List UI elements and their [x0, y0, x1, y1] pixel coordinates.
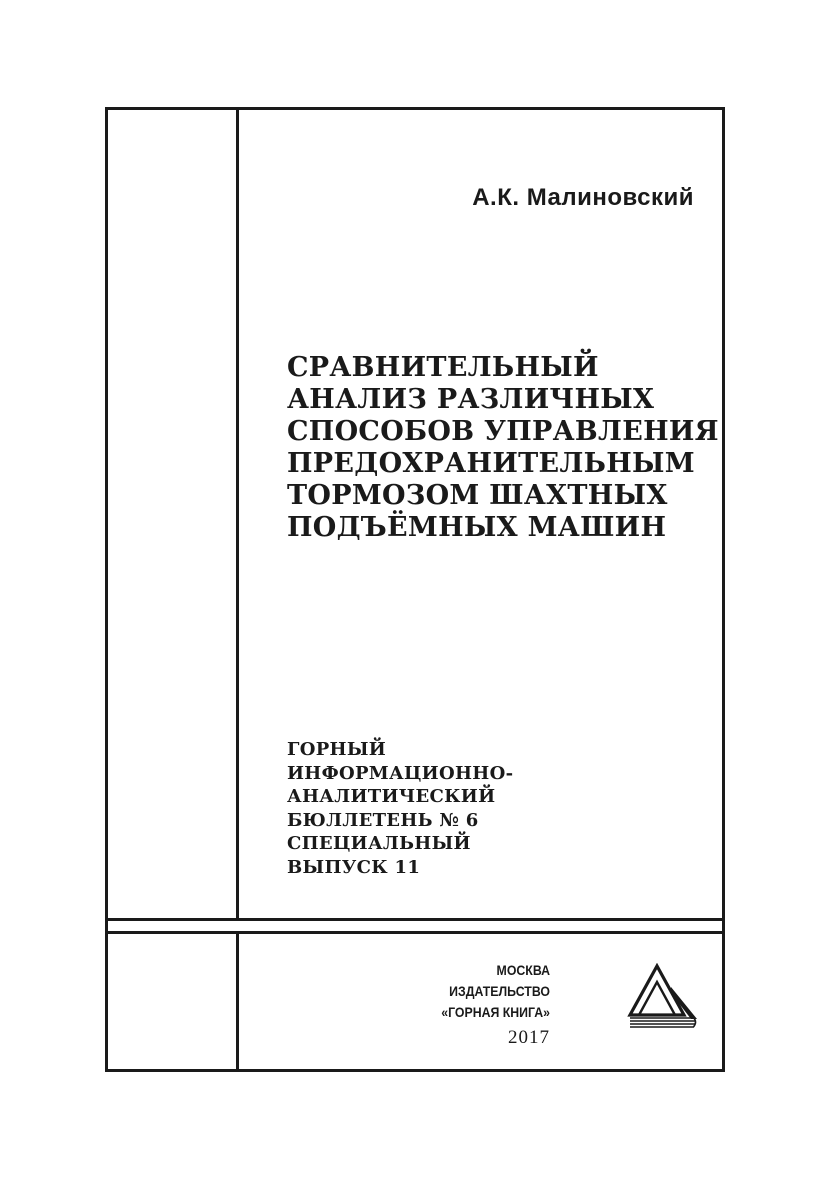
- series-line: СПЕЦИАЛЬНЫЙ: [287, 833, 471, 854]
- cover-frame: [105, 107, 725, 1072]
- publisher-city: МОСКВА: [496, 962, 550, 978]
- publication-year: 2017: [508, 1027, 550, 1048]
- publisher-block: [400, 960, 550, 1051]
- vertical-rule-top: [236, 108, 239, 921]
- author-name: А.К. Малиновский: [472, 184, 694, 211]
- vertical-rule-bottom: [236, 934, 239, 1071]
- horizontal-rule-lower: [106, 931, 724, 934]
- title-line: ТОРМОЗОМ ШАХТНЫХ: [287, 480, 668, 511]
- series-info: [287, 738, 587, 879]
- title-line: ПРЕДОХРАНИТЕЛЬНЫМ: [287, 448, 695, 479]
- mountain-book-logo-icon: [627, 963, 699, 1029]
- series-line: ГОРНЫЙ: [287, 739, 387, 760]
- book-title: [287, 352, 717, 544]
- series-line: ИНФОРМАЦИОННО-: [287, 762, 514, 784]
- title-line: СРАВНИТЕЛЬНЫЙ: [287, 352, 599, 383]
- title-line: АНАЛИЗ РАЗЛИЧНЫХ: [287, 384, 655, 415]
- title-line: ПОДЪЁМНЫХ МАШИН: [287, 512, 667, 543]
- series-line: ВЫПУСК 11: [287, 856, 421, 878]
- series-line: АНАЛИТИЧЕСКИЙ: [287, 786, 496, 807]
- publisher-house-label: ИЗДАТЕЛЬСТВО: [449, 983, 550, 999]
- publisher-house-name: «ГОРНАЯ КНИГА»: [441, 1004, 550, 1020]
- series-line: БЮЛЛЕТЕНЬ № 6: [287, 809, 479, 831]
- title-line: СПОСОБОВ УПРАВЛЕНИЯ: [287, 416, 719, 447]
- horizontal-rule-upper: [106, 918, 724, 921]
